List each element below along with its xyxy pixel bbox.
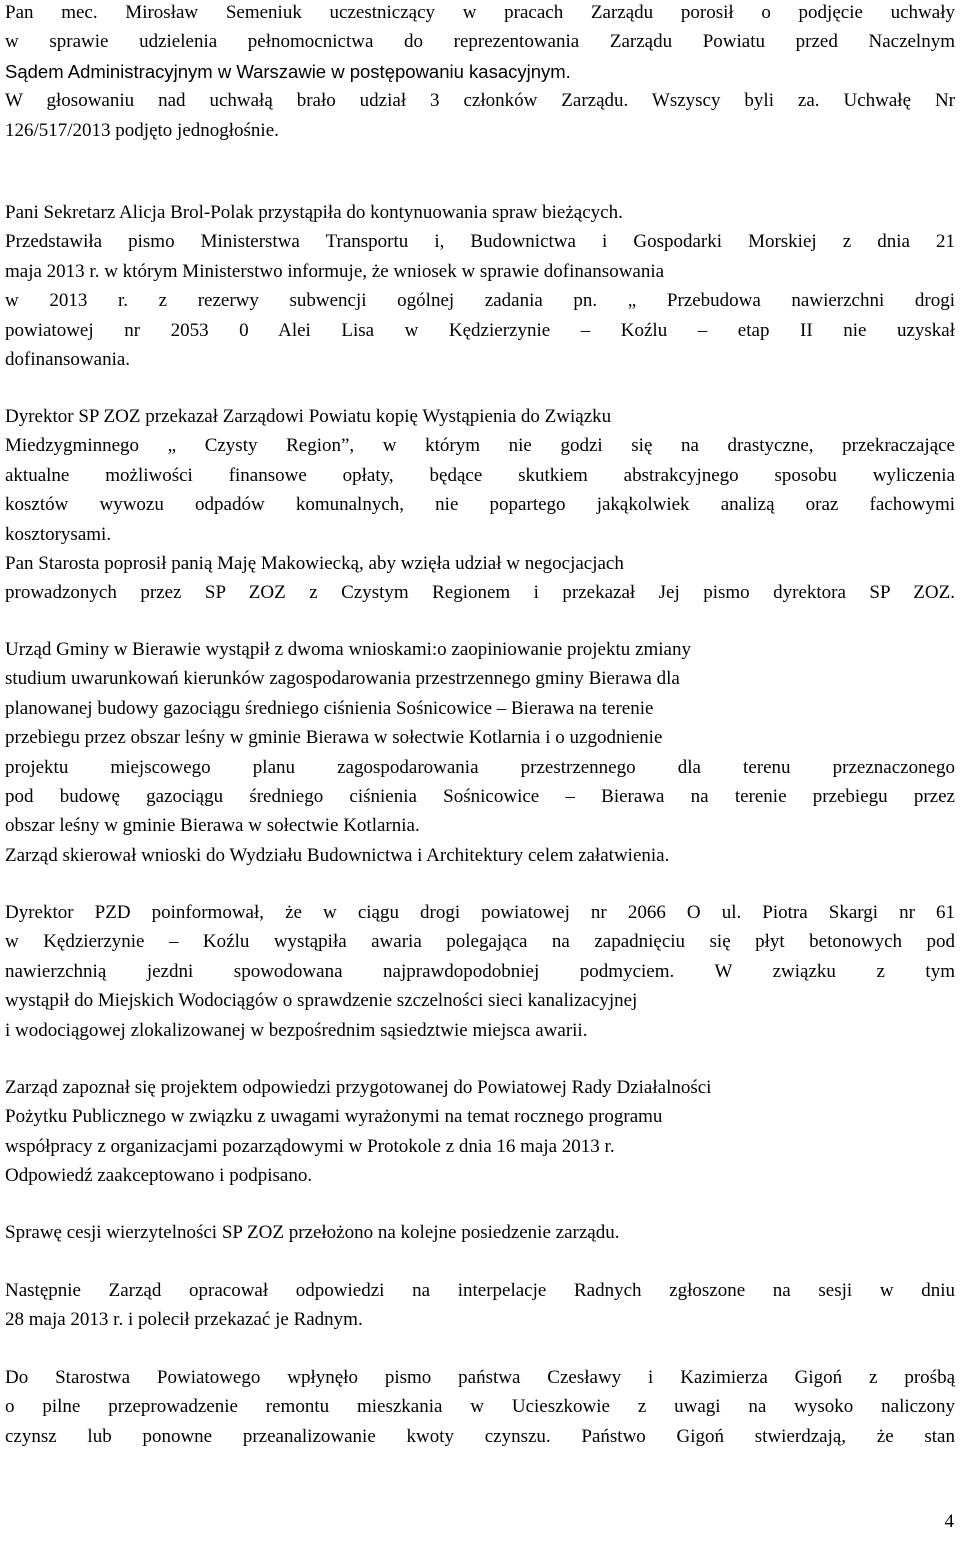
text-line: w 2013 r. z rezerwy subwencji ogólnej zadania pn. „ Przebudowa nawierzchni drogi [5, 290, 955, 312]
text-line: powiatowej nr 2053 0 Alei Lisa w Kędzierzynie – Koźlu – etap II nie uzyskał [5, 319, 955, 341]
text-line: o pilne przeprowadzenie remontu mieszkania w Ucieszkowie z uwagi na wysoko naliczony [5, 1396, 955, 1418]
text-line: w sprawie udzielenia pełnomocnictwa do reprezentowania Zarządu Powiatu przed Naczelnym [5, 31, 955, 53]
text-line: planowanej budowy gazociągu średniego ciśnienia Sośnicowice – Bierawa na terenie [5, 697, 654, 719]
text-line: maja 2013 r. w którym Ministerstwo informuje, że wniosek w sprawie dofinansowania [5, 260, 665, 282]
text-line: dofinansowania. [5, 348, 131, 370]
text-line: Przedstawiła pismo Ministerstwa Transportu i, Budownictwa i Gospodarki Morskiej z dnia 21 [5, 231, 955, 253]
paragraph-public-benefit-council [5, 1073, 955, 1191]
text-line: Urząd Gminy w Bierawie wystąpił z dwoma wnioskami:o zaopiniowanie projektu zmiany [5, 639, 691, 660]
text-line: Pan mec. Mirosław Semeniuk uczestniczący w pracach Zarządu porosił o podjęcie uchwały [5, 2, 955, 23]
text-line: Sądem Administracyjnym w Warszawie w postępowaniu kasacyjnym. [5, 60, 571, 82]
text-line: Pani Sekretarz Alicja Brol-Polak przystąpiła do kontynuowania spraw bieżących. [5, 202, 623, 223]
text-line: Miedzygminnego „ Czysty Region”, w którym nie godzi się na drastyczne, przekraczające [5, 435, 955, 457]
text-line: Odpowiedź zaakceptowano i podpisano. [5, 1165, 313, 1187]
text-line: pod budowę gazociągu średniego ciśnienia Sośnicowice – Bierawa na terenie przebiegu przez [5, 785, 955, 807]
paragraph-bierawa-gas-pipeline [5, 635, 955, 870]
text-line: 28 maja 2013 r. i polecił przekazać je Radnym. [5, 1309, 363, 1331]
paragraph-interpellations [5, 1276, 955, 1335]
paragraph-pzd-road-failure [5, 898, 955, 1045]
text-line: wystąpił do Miejskich Wodociągów o sprawdzenie szczelności sieci kanalizacyjnej [5, 990, 638, 1012]
text-line: kosztorysami. [5, 523, 112, 545]
text-line: Dyrektor PZD poinformował, że w ciągu drogi powiatowej nr 2066 O ul. Piotra Skargi nr 61 [5, 902, 955, 923]
text-line: nawierzchnią jezdni spowodowana najprawdopodobniej podmyciem. W związku z tym [5, 960, 955, 982]
text-line: Zarząd skierował wnioski do Wydziału Budownictwa i Architektury celem załatwienia. [5, 844, 670, 866]
text-line: W głosowaniu nad uchwałą brało udział 3 członków Zarządu. Wszyscy byli za. Uchwałę Nr [5, 90, 955, 112]
text-line: prowadzonych przez SP ZOZ z Czystym Regionem i przekazał Jej pismo dyrektora SP ZOZ. [5, 582, 955, 604]
text-line: czynsz lub ponowne przeanalizowanie kwoty czynszu. Państwo Gigoń stwierdzają, że stan [5, 1425, 955, 1447]
paragraph-debt-assignment [5, 1218, 955, 1247]
text-line: Pan Starosta poprosił panią Maję Makowiecką, aby wzięła udział w negocjacjach [5, 552, 624, 574]
page-number: 4 [944, 1511, 954, 1532]
text-line: Dyrektor SP ZOZ przekazał Zarządowi Powiatu kopię Wystąpienia do Związku [5, 406, 612, 427]
paragraph-gigon-letter [5, 1363, 955, 1451]
paragraph-power-of-attorney [5, 0, 955, 145]
text-line: w Kędzierzynie – Koźlu wystąpiła awaria polegająca na zapadnięciu się płyt betonowych pod [5, 931, 955, 953]
text-line: współpracy z organizacjami pozarządowymi w Protokole z dnia 16 maja 2013 r. [5, 1135, 615, 1157]
text-line: kosztów wywozu odpadów komunalnych, nie popartego jakąkolwiek analizą oraz fachowymi [5, 494, 955, 516]
text-line: aktualne możliwości finansowe opłaty, będące skutkiem abstrakcyjnego sposobu wyliczenia [5, 464, 955, 486]
text-line: Sprawę cesji wierzytelności SP ZOZ przełożono na kolejne posiedzenie zarządu. [5, 1222, 620, 1243]
text-line: Pożytku Publicznego w związku z uwagami wyrażonymi na temat rocznego programu [5, 1106, 663, 1128]
text-line: Do Starostwa Powiatowego wpłynęło pismo państwa Czesławy i Kazimierza Gigoń z prośbą [5, 1367, 955, 1388]
text-line: przebiegu przez obszar leśny w gminie Bierawa w sołectwie Kotlarnia i o uzgodnienie [5, 727, 663, 749]
paragraph-sp-zoz-clean-region [5, 402, 955, 608]
text-line: i wodociągowej zlokalizowanej w bezpośrednim sąsiedztwie miejsca awarii. [5, 1019, 588, 1041]
text-line: Zarząd zapoznał się projektem odpowiedzi przygotowanej do Powiatowej Rady Działalności [5, 1077, 712, 1098]
text-line: obszar leśny w gminie Bierawa w sołectwie Kotlarnia. [5, 815, 420, 837]
paragraph-secretary-ministry-letter [5, 198, 955, 374]
text-line: Następnie Zarząd opracował odpowiedzi na interpelacje Radnych zgłoszone na sesji w dniu [5, 1280, 955, 1301]
text-line: 126/517/2013 podjęto jednogłośnie. [5, 119, 279, 141]
text-line: studium uwarunkowań kierunków zagospodarowania przestrzennego gminy Bierawa dla [5, 668, 680, 690]
text-line: projektu miejscowego planu zagospodarowania przestrzennego dla terenu przeznaczonego [5, 756, 955, 778]
